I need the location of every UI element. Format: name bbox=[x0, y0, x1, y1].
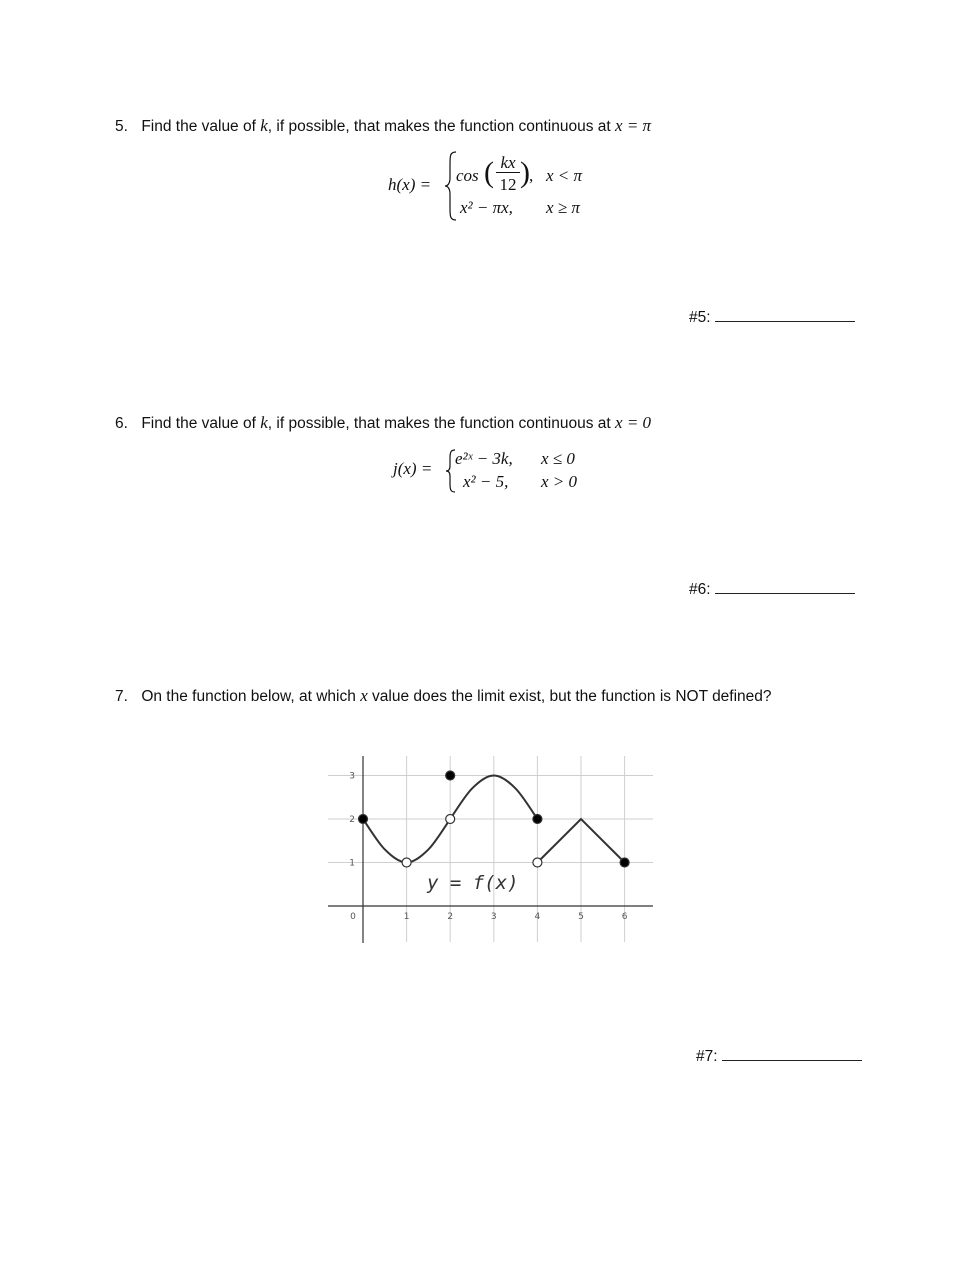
left-brace-icon bbox=[444, 150, 458, 222]
case1-denominator: 12 bbox=[499, 175, 517, 194]
open-point bbox=[402, 858, 411, 867]
question-5-prompt bbox=[115, 116, 651, 136]
answer-5 bbox=[689, 307, 855, 327]
continuity-point: x = 0 bbox=[615, 413, 652, 432]
answer-label: #7: bbox=[696, 1048, 718, 1065]
case2-expression: x² − πx, bbox=[460, 198, 513, 217]
case1-condition: x < π bbox=[546, 166, 583, 185]
answer-6 bbox=[689, 579, 855, 599]
x-tick-label: 5 bbox=[578, 912, 584, 922]
closed-point bbox=[533, 815, 542, 824]
question-6-prompt bbox=[115, 413, 651, 433]
y-tick-label: 2 bbox=[349, 815, 355, 825]
answer-label: #5: bbox=[689, 309, 711, 326]
case2-expression: x² − 5, bbox=[463, 472, 509, 491]
x-tick-label: 2 bbox=[447, 912, 454, 922]
prompt-text: On the function below, at which bbox=[141, 688, 356, 705]
prompt-text: Find the value of bbox=[141, 415, 256, 432]
variable-k: k bbox=[260, 413, 268, 432]
prompt-text: Find the value of bbox=[141, 118, 256, 135]
left-paren: ( bbox=[484, 156, 494, 189]
case2-condition: x ≥ π bbox=[546, 198, 580, 217]
answer-label: #6: bbox=[689, 581, 711, 598]
piecewise-h bbox=[388, 150, 648, 225]
case2-condition: x > 0 bbox=[541, 472, 578, 491]
prompt-text: , if possible, that makes the function continuous at bbox=[267, 415, 611, 432]
y-tick-label: 3 bbox=[349, 771, 355, 782]
x-tick-label: 0 bbox=[350, 912, 356, 922]
x-tick-label: 1 bbox=[403, 912, 410, 922]
function-name: j(x) = bbox=[393, 459, 433, 478]
x-tick-label: 6 bbox=[621, 912, 628, 922]
answer-blank[interactable] bbox=[722, 1046, 862, 1061]
function-name: h(x) = bbox=[388, 175, 432, 194]
function-graph bbox=[320, 748, 660, 948]
case1-numerator: kx bbox=[496, 154, 520, 173]
answer-7 bbox=[696, 1046, 862, 1066]
x-tick-label: 3 bbox=[490, 912, 497, 922]
case1-fn: cos bbox=[456, 166, 479, 185]
x-tick-label: 4 bbox=[534, 912, 541, 922]
question-number: 5. bbox=[115, 118, 128, 135]
piecewise-j bbox=[393, 446, 613, 496]
prompt-text: value does the limit exist, but the function is NOT defined? bbox=[372, 688, 772, 705]
variable-k: k bbox=[260, 116, 268, 135]
comma: , bbox=[529, 166, 534, 185]
answer-blank[interactable] bbox=[715, 307, 855, 322]
question-number: 7. bbox=[115, 688, 128, 705]
curve-label: y = f(x) bbox=[427, 872, 519, 894]
answer-blank[interactable] bbox=[715, 579, 855, 594]
case1-expression: e²ˣ − 3k, bbox=[455, 449, 513, 468]
closed-point bbox=[620, 858, 629, 867]
question-7-prompt bbox=[115, 686, 772, 706]
case1-condition: x ≤ 0 bbox=[541, 449, 575, 468]
closed-point bbox=[446, 771, 455, 780]
right-paren: ) bbox=[520, 156, 530, 189]
variable-x: x bbox=[360, 686, 368, 705]
open-point bbox=[533, 858, 542, 867]
open-point bbox=[446, 815, 455, 824]
closed-point bbox=[359, 815, 368, 824]
tick-labels bbox=[349, 772, 627, 923]
question-number: 6. bbox=[115, 415, 128, 432]
prompt-text: , if possible, that makes the function continuous at bbox=[267, 118, 611, 135]
continuity-point: x = π bbox=[615, 116, 652, 135]
y-tick-label: 1 bbox=[349, 858, 355, 869]
